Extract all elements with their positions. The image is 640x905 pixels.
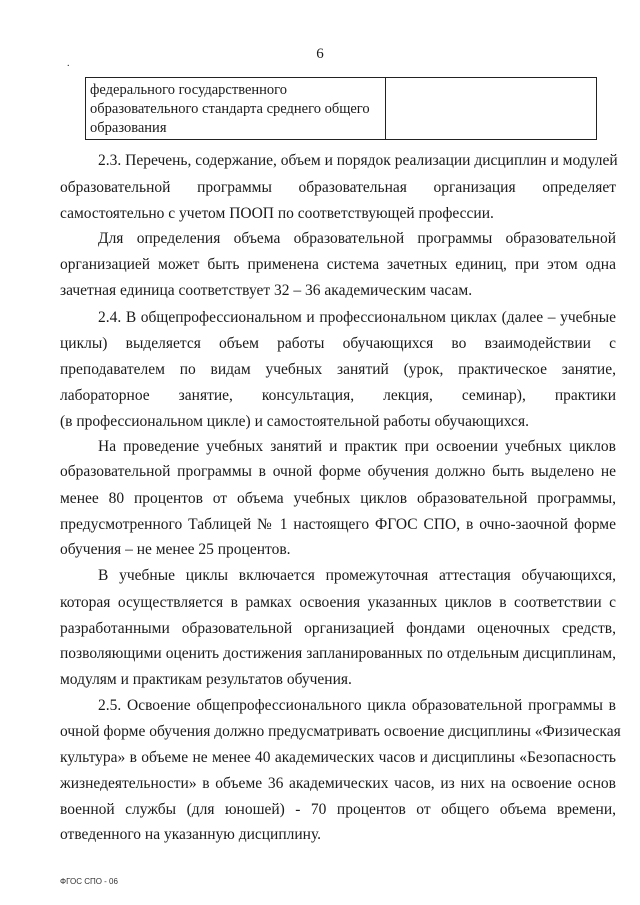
- text-line: Для определения объема образовательной программы образовательной: [98, 230, 616, 247]
- text-line: На проведение учебных занятий и практик при освоении учебных циклов: [98, 438, 616, 455]
- text-line: культура» в объеме не менее 40 академических часов и дисциплины «Безопасность: [60, 749, 616, 766]
- text-line: менее 80 процентов от объема учебных циклов образовательной программы,: [60, 490, 616, 507]
- text-line: (в профессиональном цикле) и самостоятельной работы обучающихся.: [60, 413, 529, 430]
- text-line: образовательной программы образовательная организация определяет: [60, 179, 616, 196]
- text-line: жизнедеятельности» в объеме 36 академических часов, из них на освоение основ: [60, 775, 616, 792]
- table-cell-right: [385, 78, 596, 140]
- text-line: 2.4. В общепрофессиональном и профессиональном циклах (далее – учебные: [98, 309, 616, 326]
- text-line: образовательной программы в очной форме обучения должно быть выделено не: [60, 463, 616, 480]
- footer-code: ФГОС СПО - 06: [60, 877, 118, 886]
- text-line: циклы) выделяется объем работы обучающихся во взаимодействии с: [60, 335, 616, 352]
- table-cell-line: образовательного стандарта среднего общего: [90, 101, 370, 117]
- text-line: разработанными образовательной организацией фондами оценочных средств,: [60, 620, 616, 637]
- text-line: очной форме обучения должно предусматривать освоение дисциплины «Физическая: [60, 723, 621, 740]
- table-row: [86, 78, 597, 140]
- text-line: обучения – не менее 25 процентов.: [60, 541, 291, 558]
- text-line: 2.5. Освоение общепрофессионального цикла образовательной программы в: [98, 697, 616, 714]
- text-line: модулям и практикам результатов обучения.: [60, 671, 352, 688]
- table-fragment: [85, 77, 597, 140]
- text-line: самостоятельно с учетом ПООП по соответствующей профессии.: [60, 205, 494, 222]
- text-line: лабораторное занятие, консультация, лекция, семинар), практики: [60, 387, 616, 404]
- text-line: преподавателем по видам учебных занятий (урок, практическое занятие,: [60, 361, 616, 378]
- text-line: зачетная единица соответствует 32 – 36 академическим часам.: [60, 282, 473, 299]
- text-line: отведенного на указанную дисциплину.: [60, 826, 322, 843]
- text-line: организацией может быть применена система зачетных единиц, при этом одна: [60, 256, 616, 273]
- table-cell-line: образования: [90, 120, 167, 136]
- text-line: предусмотренного Таблицей № 1 настоящего ФГОС СПО, в очно-заочной форме: [60, 516, 616, 533]
- text-line: 2.3. Перечень, содержание, объем и порядок реализации дисциплин и модулей: [98, 152, 618, 169]
- text-line: В учебные циклы включается промежуточная аттестация обучающихся,: [98, 567, 616, 584]
- stray-mark: .: [67, 58, 70, 69]
- page-number: 6: [316, 46, 324, 62]
- text-line: которая осуществляется в рамках освоения указанных циклов в соответствии с: [60, 594, 616, 611]
- text-line: военной службы (для юношей) - 70 процентов от общего объема времени,: [60, 801, 616, 818]
- text-line: позволяющими оценить достижения запланированных по отдельным дисциплинам,: [60, 645, 616, 662]
- table-cell-line: федерального государственного: [90, 82, 288, 98]
- table-cell-left: [86, 78, 386, 140]
